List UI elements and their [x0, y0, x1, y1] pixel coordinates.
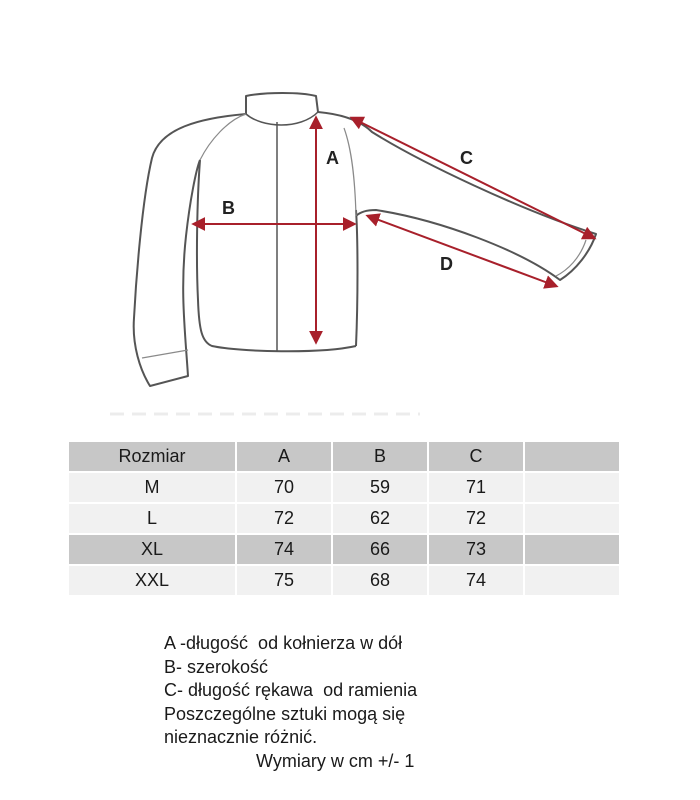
cell-empty: [525, 504, 621, 535]
jacket-outline: [134, 93, 596, 386]
cell-b: 66: [333, 535, 429, 566]
cell-size: XXL: [69, 566, 237, 597]
note-line: Wymiary w cm +/- 1: [256, 750, 415, 771]
cell-empty: [525, 535, 621, 566]
size-table: [69, 442, 621, 597]
cell-b: 62: [333, 504, 429, 535]
cell-a: 75: [237, 566, 333, 597]
cell-b: 68: [333, 566, 429, 597]
label-b: B: [222, 198, 235, 218]
header-a: A: [237, 442, 333, 473]
table-row: [69, 473, 621, 504]
note-line: C- długość rękawa od ramienia: [164, 680, 418, 700]
note-line: B- szerokość: [164, 656, 269, 677]
cell-c: 73: [429, 535, 525, 566]
cell-size: M: [69, 473, 237, 504]
arrow-sleeve: [352, 118, 594, 238]
header-c: C: [429, 442, 525, 473]
cell-a: 72: [237, 504, 333, 535]
cell-c: 71: [429, 473, 525, 504]
cell-empty: [525, 473, 621, 504]
note-line: nieznacznie różnić.: [164, 727, 318, 747]
label-d: D: [440, 254, 453, 274]
measurement-notes: [164, 632, 584, 773]
header-b: B: [333, 442, 429, 473]
table-row: [69, 566, 621, 597]
note-line: A -długość od kołnierza w dół: [164, 633, 403, 653]
cell-a: 70: [237, 473, 333, 504]
cell-a: 74: [237, 535, 333, 566]
note-line: Poszczególne sztuki mogą się: [164, 703, 406, 724]
cell-b: 59: [333, 473, 429, 504]
header-empty: [525, 442, 621, 473]
cell-size: L: [69, 504, 237, 535]
label-a: A: [326, 148, 339, 168]
label-c: C: [460, 148, 473, 168]
header-size: Rozmiar: [69, 442, 237, 473]
table-row: [69, 504, 621, 535]
cell-c: 72: [429, 504, 525, 535]
cell-c: 74: [429, 566, 525, 597]
table-row: [69, 535, 621, 566]
table-header-row: [69, 442, 621, 473]
cell-empty: [525, 566, 621, 597]
arrow-inner-sleeve: [368, 216, 556, 286]
cell-size: XL: [69, 535, 237, 566]
